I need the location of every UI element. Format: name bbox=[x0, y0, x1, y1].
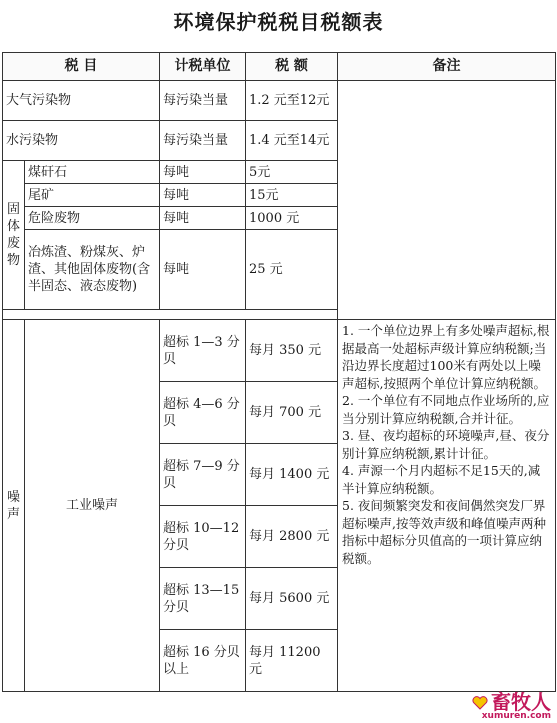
noise-amount: 每月 700 元 bbox=[246, 382, 338, 444]
tax-table bbox=[2, 52, 556, 692]
solid-amount: 5元 bbox=[246, 161, 338, 184]
noise-amount: 每月 2800 元 bbox=[246, 506, 338, 568]
noise-unit: 超标 16 分贝以上 bbox=[160, 630, 246, 692]
noise-unit: 超标 1—3 分贝 bbox=[160, 320, 246, 382]
header-item: 税 目 bbox=[3, 53, 160, 81]
solid-group-label: 固体废物 bbox=[3, 161, 25, 310]
watermark-url: xumuren.com bbox=[481, 711, 551, 721]
solid-name: 冶炼渣、粉煤灰、炉渣、其他固体废物(含半固态、液态废物) bbox=[25, 230, 160, 310]
table-row bbox=[3, 320, 556, 382]
noise-amount: 每月 5600 元 bbox=[246, 568, 338, 630]
heart-logo-icon bbox=[472, 696, 488, 710]
noise-amount: 每月 350 元 bbox=[246, 320, 338, 382]
solid-amount: 25 元 bbox=[246, 230, 338, 310]
header-row bbox=[3, 53, 556, 81]
noise-sub-label: 工业噪声 bbox=[25, 320, 160, 692]
noise-amount: 每月 1400 元 bbox=[246, 444, 338, 506]
solid-amount: 15元 bbox=[246, 184, 338, 207]
noise-note bbox=[338, 320, 556, 692]
watermark-name: 畜牧人 bbox=[491, 690, 551, 714]
header-unit: 计税单位 bbox=[160, 53, 246, 81]
water-amount: 1.4 元至14元 bbox=[246, 121, 338, 161]
note-item: 5. 夜间频繁突发和夜间偶然突发厂界超标噪声,按等效声级和峰值噪声两种指标中超标分贝值高的一项计算应纳税额。 bbox=[342, 498, 546, 566]
noise-group-label: 噪声 bbox=[3, 320, 25, 692]
noise-unit: 超标 10—12 分贝 bbox=[160, 506, 246, 568]
solid-unit: 每吨 bbox=[160, 161, 246, 184]
solid-amount: 1000 元 bbox=[246, 207, 338, 230]
watermark bbox=[472, 686, 551, 721]
air-amount: 1.2 元至12元 bbox=[246, 81, 338, 121]
page-title: 环境保护税税目税额表 bbox=[173, 10, 384, 34]
note-item: 1. 一个单位边界上有多处噪声超标,根据最高一处超标声级计算应纳税额;当沿边界长度超过100米有两处以上噪声超标,按照两个单位计算应纳税额。 bbox=[342, 323, 550, 391]
header-note: 备注 bbox=[338, 53, 556, 81]
noise-unit: 超标 7—9 分贝 bbox=[160, 444, 246, 506]
note-item: 3. 昼、夜均超标的环境噪声,昼、夜分别计算应纳税额,累计计征。 bbox=[342, 428, 550, 461]
solid-name: 尾矿 bbox=[25, 184, 160, 207]
air-name: 大气污染物 bbox=[3, 81, 160, 121]
header-amount: 税 额 bbox=[246, 53, 338, 81]
noise-unit: 超标 4—6 分贝 bbox=[160, 382, 246, 444]
solid-name: 危险废物 bbox=[25, 207, 160, 230]
solid-name: 煤矸石 bbox=[25, 161, 160, 184]
note-item: 4. 声源一个月内超标不足15天的,减半计算应纳税额。 bbox=[342, 463, 541, 496]
noise-amount: 每月 11200 元 bbox=[246, 630, 338, 692]
note-empty bbox=[338, 81, 556, 320]
solid-unit: 每吨 bbox=[160, 184, 246, 207]
solid-unit: 每吨 bbox=[160, 230, 246, 310]
noise-unit: 超标 13—15 分贝 bbox=[160, 568, 246, 630]
water-unit: 每污染当量 bbox=[160, 121, 246, 161]
air-unit: 每污染当量 bbox=[160, 81, 246, 121]
solid-unit: 每吨 bbox=[160, 207, 246, 230]
note-item: 2. 一个单位有不同地点作业场所的,应当分别计算应纳税额,合并计征。 bbox=[342, 393, 550, 426]
table-row bbox=[3, 81, 556, 121]
water-name: 水污染物 bbox=[3, 121, 160, 161]
